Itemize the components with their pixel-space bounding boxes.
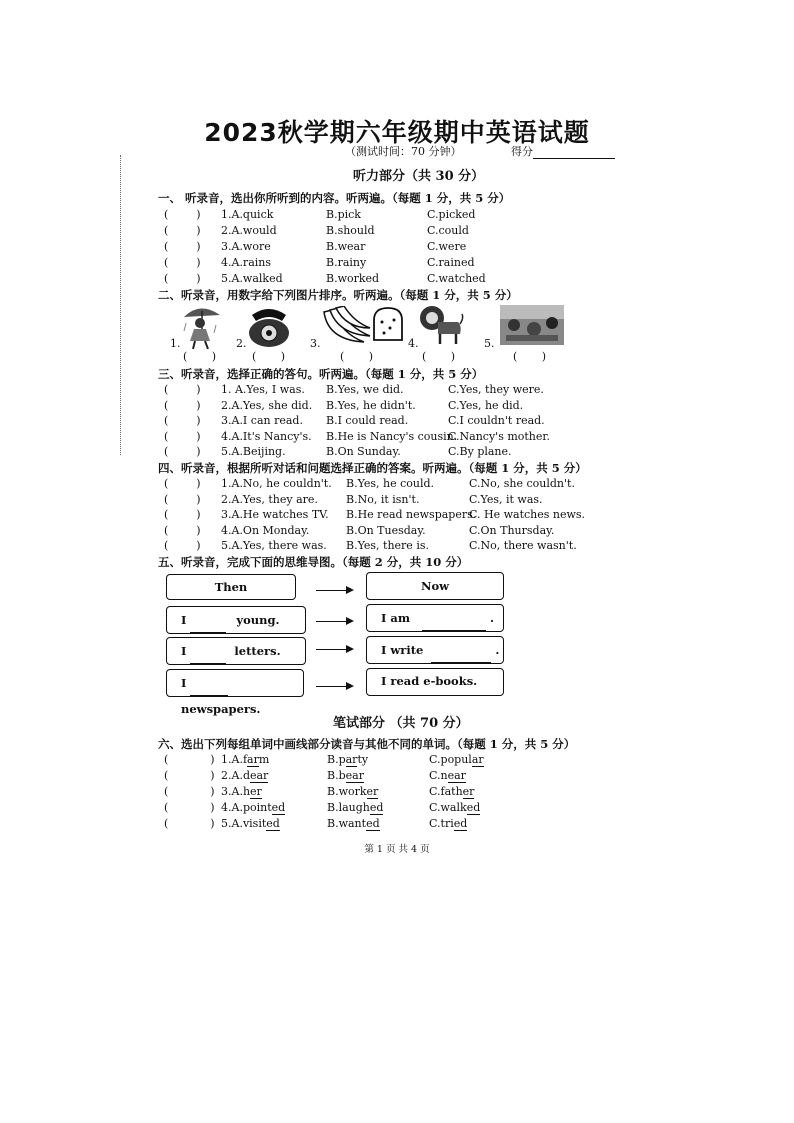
option-b: B.wear xyxy=(326,240,366,253)
test-time: （测试时间：70 分钟） xyxy=(345,145,462,158)
underlined-part: ear xyxy=(345,769,364,782)
option-a xyxy=(221,753,269,766)
option-a: 5.A.Beijing. xyxy=(221,445,286,459)
option-b: B.Yes, there is. xyxy=(346,539,429,553)
then-3-blank[interactable] xyxy=(190,681,228,696)
option-b: B.should xyxy=(326,224,375,237)
option-c: C.Yes, they were. xyxy=(448,383,544,396)
section-6-heading: 六、选出下列每组单词中画线部分读音与其他不同的单词。（每题 1 分，共 5 分） xyxy=(158,737,576,751)
page-number: 第 1 页 共 4 页 xyxy=(364,844,430,855)
then-2-blank[interactable] xyxy=(190,649,226,664)
answer-paren[interactable]: ( ) xyxy=(164,817,215,830)
answer-paren[interactable]: ( ) xyxy=(164,785,215,798)
answer-paren[interactable]: ( ) xyxy=(164,272,201,285)
section-4-heading: 四、听录音，根据所听对话和问题选择正确的答案。听两遍。（每题 1 分，共 5 分） xyxy=(158,461,587,475)
option-a: 3.A.wore xyxy=(221,240,271,253)
answer-paren[interactable]: ( ) xyxy=(164,753,215,766)
picture-answer-2: ( ) xyxy=(252,350,286,363)
section-2-heading: 二、听录音，用数字给下列图片排序。听两遍。（每题 1 分，共 5 分） xyxy=(158,288,518,302)
option-b: B.Yes, he could. xyxy=(346,477,435,490)
word-part: C.popul xyxy=(429,753,472,766)
now-1-prefix: I am xyxy=(381,611,411,625)
then-3-suffix: newspapers. xyxy=(181,702,261,716)
answer-paren[interactable]: ( ) xyxy=(164,398,201,412)
section-5-heading: 五、听录音，完成下面的思维导图。（每题 2 分，共 10 分） xyxy=(158,555,469,569)
now-1-blank[interactable] xyxy=(422,616,486,631)
option-c: C.I couldn't read. xyxy=(448,414,545,428)
word-part: B.laugh xyxy=(327,801,370,814)
option-a: 3.A.He watches TV. xyxy=(221,508,329,522)
word-part: ty xyxy=(357,753,369,766)
option-b xyxy=(327,817,380,830)
option-a: 4.A.On Monday. xyxy=(221,523,310,537)
page-title: 2023秋学期六年级期中英语试题 xyxy=(204,118,590,147)
picture-answer-3: ( ) xyxy=(340,350,374,363)
option-a xyxy=(221,769,268,782)
option-c xyxy=(429,769,466,782)
option-b: B.rainy xyxy=(326,256,367,269)
option-a: 5.A.Yes, there was. xyxy=(221,539,327,553)
word-part: h xyxy=(242,785,251,798)
word-part: B.b xyxy=(327,769,346,782)
mindmap-now-row-1 xyxy=(366,604,504,632)
option-a: 1.A.No, he couldn't. xyxy=(221,477,332,490)
option-c: C.were xyxy=(427,240,467,253)
word-part: 3.A. xyxy=(221,785,243,798)
now-2-prefix: I write xyxy=(381,643,424,657)
bananas-icon xyxy=(320,306,372,346)
option-b: B.On Sunday. xyxy=(326,445,401,459)
word-part: d xyxy=(242,769,250,782)
word-part: C.n xyxy=(429,769,448,782)
answer-paren[interactable]: ( ) xyxy=(164,208,201,221)
picture-number-3: 3. xyxy=(310,337,321,350)
word-part: C.walk xyxy=(429,801,467,814)
answer-paren[interactable]: ( ) xyxy=(164,508,201,522)
option-a xyxy=(221,785,262,798)
option-b: B.I could read. xyxy=(326,414,409,428)
umbrella-girl-icon xyxy=(180,303,224,349)
option-a: 4.A.rains xyxy=(221,256,271,269)
word-part: 1.A. xyxy=(221,753,243,766)
then-1-blank[interactable] xyxy=(190,618,226,633)
option-c xyxy=(429,817,467,830)
answer-paren[interactable]: ( ) xyxy=(164,224,201,237)
answer-paren[interactable]: ( ) xyxy=(164,383,201,396)
option-b: B.He read newspapers. xyxy=(346,508,477,522)
mindmap-arrow-3 xyxy=(316,649,352,650)
option-a: 3.A.I can read. xyxy=(221,414,303,428)
option-a: 2.A.would xyxy=(221,224,277,237)
option-c: C. He watches news. xyxy=(469,508,586,522)
word-part: B.p xyxy=(327,753,346,766)
then-2-prefix: I xyxy=(181,644,187,658)
underlined-part: ed xyxy=(366,817,380,830)
option-c: C.By plane. xyxy=(448,445,512,459)
binding-dotted-line xyxy=(120,155,122,455)
mindmap-then-row-3 xyxy=(166,669,304,716)
option-b xyxy=(327,785,378,798)
now-3-text: I read e-books. xyxy=(381,674,478,688)
section-3-heading: 三、听录音，选择正确的答句。听两遍。（每题 1 分，共 5 分） xyxy=(158,367,484,381)
option-a: 2.A.Yes, they are. xyxy=(221,492,318,506)
mindmap-then-label: Then xyxy=(214,580,248,594)
mindmap-then-row-2 xyxy=(166,637,306,665)
option-b xyxy=(327,769,364,782)
option-a: 1.A.quick xyxy=(221,208,274,221)
option-b xyxy=(327,753,368,766)
answer-paren[interactable]: ( ) xyxy=(164,801,215,814)
answer-paren[interactable]: ( ) xyxy=(164,256,201,269)
underlined-part: er xyxy=(250,785,262,798)
option-c: C.picked xyxy=(427,208,476,221)
lion-icon xyxy=(418,304,464,346)
word-part: visit xyxy=(242,817,267,830)
underlined-part: ar xyxy=(345,753,358,766)
answer-paren[interactable]: ( ) xyxy=(164,429,201,443)
then-1-prefix: I xyxy=(181,613,187,627)
answer-paren[interactable]: ( ) xyxy=(164,492,201,506)
picture-answer-4: ( ) xyxy=(422,350,456,363)
then-2-suffix: letters. xyxy=(234,644,281,658)
option-a: 5.A.walked xyxy=(221,272,283,285)
underlined-part: ed xyxy=(466,801,481,814)
answer-paren[interactable]: ( ) xyxy=(164,477,201,490)
picture-answer-5: ( ) xyxy=(513,350,547,363)
underlined-part: ed xyxy=(369,801,384,814)
park-scene-icon xyxy=(500,305,564,345)
option-c: C.rained xyxy=(427,256,475,269)
bread-icon xyxy=(372,306,406,342)
option-c: C.On Thursday. xyxy=(469,523,555,537)
picture-number-2: 2. xyxy=(236,337,247,350)
option-a xyxy=(221,801,285,814)
word-part: point xyxy=(242,801,272,814)
option-c: C.Yes, he did. xyxy=(448,398,524,412)
now-2-suffix: . xyxy=(495,643,500,657)
word-part: 4.A. xyxy=(221,801,243,814)
option-c xyxy=(429,801,480,814)
option-b: B.He is Nancy's cousin. xyxy=(326,429,458,443)
option-b: B.worked xyxy=(326,272,380,285)
mindmap-arrow-4 xyxy=(316,686,352,687)
now-2-blank[interactable] xyxy=(431,648,491,663)
option-b xyxy=(327,801,383,814)
section-1-heading: 一、 听录音，选出你所听到的内容。听两遍。（每题 1 分，共 5 分） xyxy=(158,191,511,205)
option-c: C.could xyxy=(427,224,469,237)
underlined-part: ed xyxy=(266,817,280,830)
answer-paren[interactable]: ( ) xyxy=(164,240,201,253)
underlined-part: ear xyxy=(447,769,466,782)
word-part: m xyxy=(258,753,270,766)
mindmap-now-row-3 xyxy=(366,668,504,696)
option-b: B.Yes, we did. xyxy=(326,383,404,396)
underlined-part: ed xyxy=(453,817,468,830)
underlined-part: ar xyxy=(247,753,259,766)
underlined-part: er xyxy=(366,785,379,798)
option-b: B.Yes, he didn't. xyxy=(326,398,416,412)
option-a: 2.A.Yes, she did. xyxy=(221,398,313,412)
picture-number-4: 4. xyxy=(408,337,419,350)
underlined-part: er xyxy=(462,785,475,798)
mindmap-then-box xyxy=(166,574,296,600)
picture-answer-1: ( ) xyxy=(183,350,217,363)
option-c: C.Nancy's mother. xyxy=(448,429,550,443)
answer-paren[interactable]: ( ) xyxy=(164,523,201,537)
mindmap-then-row-1 xyxy=(166,606,306,634)
word-part: C.tri xyxy=(429,817,454,830)
option-b: B.pick xyxy=(326,208,361,221)
score-label: 得分 xyxy=(511,143,615,159)
underlined-part: ed xyxy=(271,801,286,814)
telephone-icon xyxy=(246,303,292,349)
answer-paren[interactable]: ( ) xyxy=(164,445,201,459)
picture-number-1: 1. xyxy=(170,337,181,350)
word-part: 2.A. xyxy=(221,769,243,782)
option-c: C.Yes, it was. xyxy=(469,492,543,506)
word-part: B.work xyxy=(327,785,367,798)
option-a: 1. A.Yes, I was. xyxy=(221,383,305,396)
mindmap-arrow-2 xyxy=(316,621,352,622)
mindmap-now-label: Now xyxy=(420,579,450,593)
option-c xyxy=(429,785,474,798)
word-part: B.want xyxy=(327,817,367,830)
word-part: f xyxy=(242,753,248,766)
answer-paren[interactable]: ( ) xyxy=(164,414,201,428)
mindmap-arrow-1 xyxy=(316,590,352,591)
written-heading: 笔试部分 （共 70 分） xyxy=(333,716,469,731)
option-a: 4.A.It's Nancy's. xyxy=(221,429,312,443)
option-c: C.No, there wasn't. xyxy=(469,539,577,553)
option-c: C.watched xyxy=(427,272,486,285)
word-part: C.fath xyxy=(429,785,463,798)
answer-paren[interactable]: ( ) xyxy=(164,769,215,782)
underlined-part: ar xyxy=(471,753,484,766)
now-1-suffix: . xyxy=(490,611,495,625)
picture-number-5: 5. xyxy=(484,337,495,350)
option-b: B.On Tuesday. xyxy=(346,523,426,537)
word-part: 5.A. xyxy=(221,817,243,830)
underlined-part: ear xyxy=(249,769,269,782)
answer-paren[interactable]: ( ) xyxy=(164,539,201,553)
option-c xyxy=(429,753,484,766)
option-c: C.No, she couldn't. xyxy=(469,477,575,490)
option-a xyxy=(221,817,280,830)
then-3-prefix: I xyxy=(181,676,187,690)
mindmap-now-row-2 xyxy=(366,636,504,664)
listening-heading: 听力部分（共 30 分） xyxy=(353,169,485,184)
then-1-suffix: young. xyxy=(236,613,280,627)
mindmap-now-box xyxy=(366,572,504,600)
option-b: B.No, it isn't. xyxy=(346,492,420,506)
